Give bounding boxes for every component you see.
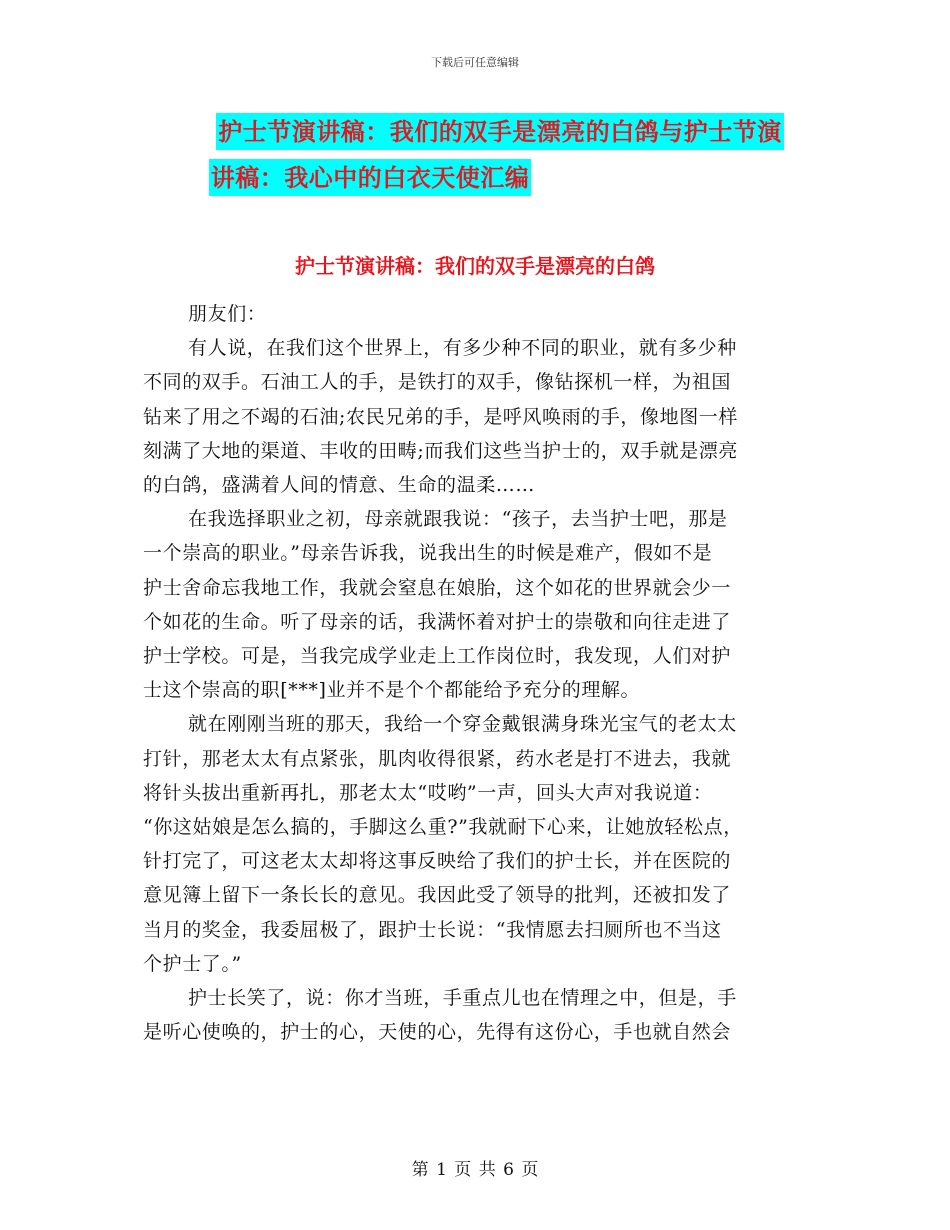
body-line: 护士舍命忘我地工作，我就会窒息在娘胎，这个如花的世界就会少一 [143,576,732,599]
body-line: 在我选择职业之初，母亲就跟我说：“孩子，去当护士吧，那是 [188,508,728,531]
body-line: 一个崇高的职业。”母亲告诉我，说我出生的时候是难产，假如不是 [143,542,713,565]
body-line: 刻满了大地的渠道、丰收的田畴;而我们这些当护士的，双手就是漂亮 [143,439,739,462]
body-line: 打针，那老太太有点紧张，肌肉收得很紧，药水老是打不进去，我就 [143,747,732,770]
body-line: 不同的双手。石油工人的手，是铁打的双手，像钻探机一样，为祖国 [143,371,732,394]
body-line: 当月的奖金，我委屈极了，跟护士长说：“我情愿去扫厕所也不当这 [143,918,722,941]
body-line: 就在刚刚当班的那天，我给一个穿金戴银满身珠光宝气的老太太 [188,713,737,736]
body-line: “你这姑娘是怎么搞的，手脚这么重?”我就耐下心来，让她放轻松点， [143,816,743,839]
document-title-text-1: 护士节演讲稿：我们的双手是漂亮的白鸽与护士节演 [216,113,784,150]
document-title-text-2: 讲稿：我心中的白衣天使汇编 [209,159,532,196]
body-line: 个如花的生命。听了母亲的话，我满怀着对护士的崇敬和向往走进了 [143,610,732,633]
body-line: 钻来了用之不竭的石油;农民兄弟的手，是呼风唤雨的手，像地图一样 [143,405,739,428]
body-line: 个护士了。” [143,952,242,975]
header-note: 下载后可任意编辑 [431,56,519,69]
page-number-footer: 第 1 页 共 6 页 [411,1160,539,1180]
document-body [143,297,823,1049]
body-line: 有人说，在我们这个世界上，有多少种不同的职业，就有多少种 [188,337,737,360]
body-line: 护士长笑了，说：你才当班，手重点儿也在情理之中，但是，手 [188,987,737,1010]
document-title-line-2 [0,158,950,193]
body-line: 意见簿上留下一条长长的意见。我因此受了领导的批判，还被扣发了 [143,884,732,907]
document-title-line-1 [0,112,950,147]
body-line: 将针头拔出重新再扎，那老太太“哎哟”一声，回头大声对我说道： [143,781,713,804]
body-line: 的白鸽，盛满着人间的情意、生命的温柔…… [143,474,536,497]
body-line: 护士学校。可是，当我完成学业走上工作岗位时，我发现，人们对护 [143,645,732,668]
body-line: 士这个崇高的职[***]业并不是个个都能给予充分的理解。 [143,679,641,702]
body-line: 朋友们： [188,303,267,325]
body-line: 是听心使唤的，护士的心，天使的心，先得有这份心，手也就自然会 [143,1021,732,1044]
body-line: 针打完了，可这老太太却将这事反映给了我们的护士长，并在医院的 [143,850,732,873]
section-title: 护士节演讲稿：我们的双手是漂亮的白鸽 [295,254,655,278]
